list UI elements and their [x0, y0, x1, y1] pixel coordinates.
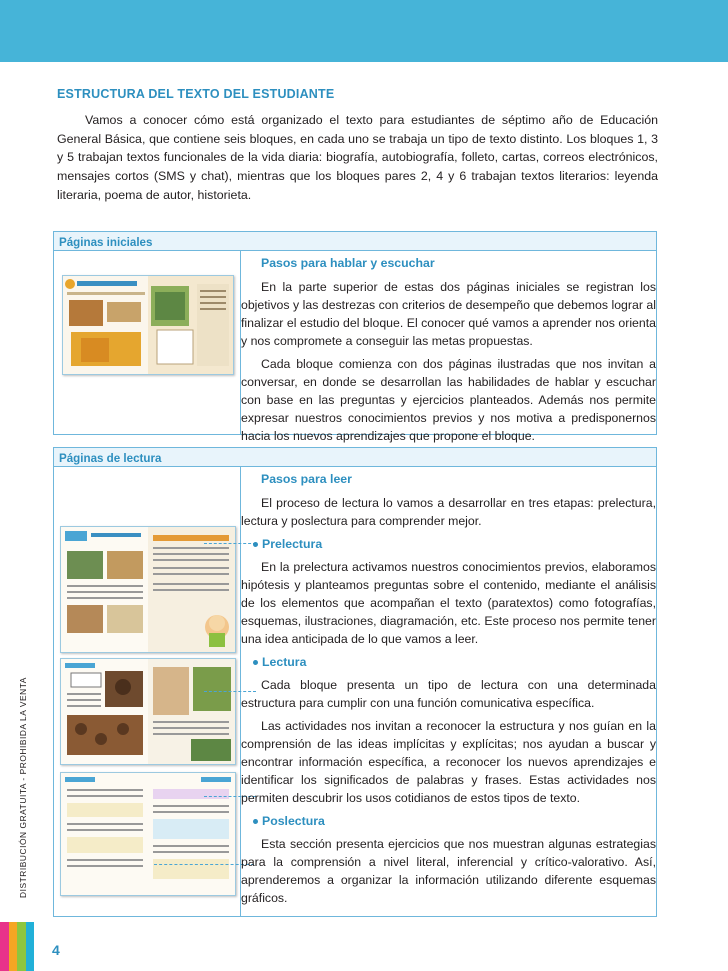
connector-line	[154, 864, 254, 865]
thumbnail-prelectura-pages	[60, 526, 236, 653]
bullet-lectura	[241, 653, 656, 671]
bullet-label: Prelectura	[262, 537, 323, 551]
section-paginas-iniciales	[53, 231, 657, 443]
paragraph: En la prelectura activamos nuestros conocimientos previos, elaboramos hipótesis y planteamos preguntas sobre el contenido, mediante el análisis de los elementos que acompañan el texto (paratextos) como fotografías, esquemas, ilustraciones, diagramación, etc. Este proceso nos permite tener una idea anticipada de lo que vamos a leer.	[241, 560, 656, 646]
swatch-green	[17, 922, 26, 971]
intro-text: Vamos a conocer cómo está organizado el texto para estudiantes de séptimo año de Educación General Básica, que contiene seis bloques, en cada uno se trabaja un tipo de texto distinto. Los bloques 1, 3 y 5 trabajan textos funcionales de la vida diaria: biografía, autobiografía, folleto, cartas, correos electrónicos, mensajes cortos (SMS y chat), mientras que los bloques pares 2, 4 y 6 trabajan textos literarios: leyenda literaria, poema de autor, historieta.	[57, 113, 658, 202]
text-column	[241, 467, 656, 918]
paragraph: Cada bloque comienza con dos páginas ilustradas que nos invitan a conversar, en donde se desarrollan las habilidades de hablar y escuchar con base en las preguntas y ejercicios planteados. Además nos permite expresar nuestros conocimientos previos y nos motiva a predisponernos hacia los nuevos aprendizajes que propone el bloque.	[241, 357, 656, 443]
paragraph: En la parte superior de estas dos páginas iniciales se registran los objetivos y las destrezas con criterios de desempeño que debemos lograr al finalizar el estudio del bloque. El conocer qué vamos a aprender nos orienta y nos compromete a conseguir las metas propuestas.	[241, 280, 656, 348]
intro-paragraph	[57, 111, 658, 205]
page-title: ESTRUCTURA DEL TEXTO DEL ESTUDIANTE	[57, 87, 335, 101]
page-number: 4	[52, 942, 60, 958]
bullet-label: Lectura	[262, 655, 307, 669]
paragraph: Esta sección presenta ejercicios que nos muestran algunas estrategias para la comprensión a nivel literal, inferencial y crítico-valorativo. Así, aprenderemos a organizar la información utilizando diferente esquemas gráficos.	[241, 837, 656, 905]
subheading-hablar-escuchar: Pasos para hablar y escuchar	[261, 256, 435, 270]
bullet-dot-icon	[253, 660, 258, 665]
thumbnail-poslectura-pages	[60, 772, 236, 896]
bullet-dot-icon	[253, 819, 258, 824]
subheading-pasos-leer: Pasos para leer	[261, 472, 352, 486]
section-heading: Páginas iniciales	[54, 232, 656, 251]
bullet-dot-icon	[253, 542, 258, 547]
bullet-poslectura	[241, 812, 656, 830]
section-paginas-lectura	[53, 447, 657, 917]
paragraph: Las actividades nos invitan a reconocer la estructura y nos guían en la comprensión de las ideas implícitas y explícitas; nos ayudan a buscar y encontrar información específica, a reconocer los nuevos aprendizajes e identificar los significados de palabras y frases. Estas actividades nos permiten descubrir los usos cotidianos de estos tipos de texto.	[241, 719, 656, 805]
bullet-prelectura	[241, 535, 656, 553]
paragraph: Cada bloque presenta un tipo de lectura con una determinada estructura para cumplir con una función comunicativa específica.	[241, 678, 656, 710]
color-swatch-bar	[0, 922, 34, 971]
swatch-orange	[9, 922, 18, 971]
bullet-label: Poslectura	[262, 814, 325, 828]
section-heading: Páginas de lectura	[54, 448, 656, 467]
text-column	[241, 251, 656, 443]
side-distribution-note: DISTRIBUCIÓN GRATUITA - PROHIBIDA LA VENTA	[18, 677, 28, 898]
top-color-band	[0, 0, 728, 62]
swatch-blue	[26, 922, 35, 971]
thumbnail-opening-pages	[62, 275, 234, 375]
swatch-pink	[0, 922, 9, 971]
paragraph: El proceso de lectura lo vamos a desarrollar en tres etapas: prelectura, lectura y poslectura para comprender mejor.	[241, 496, 656, 528]
thumbnail-lectura-pages	[60, 658, 236, 765]
